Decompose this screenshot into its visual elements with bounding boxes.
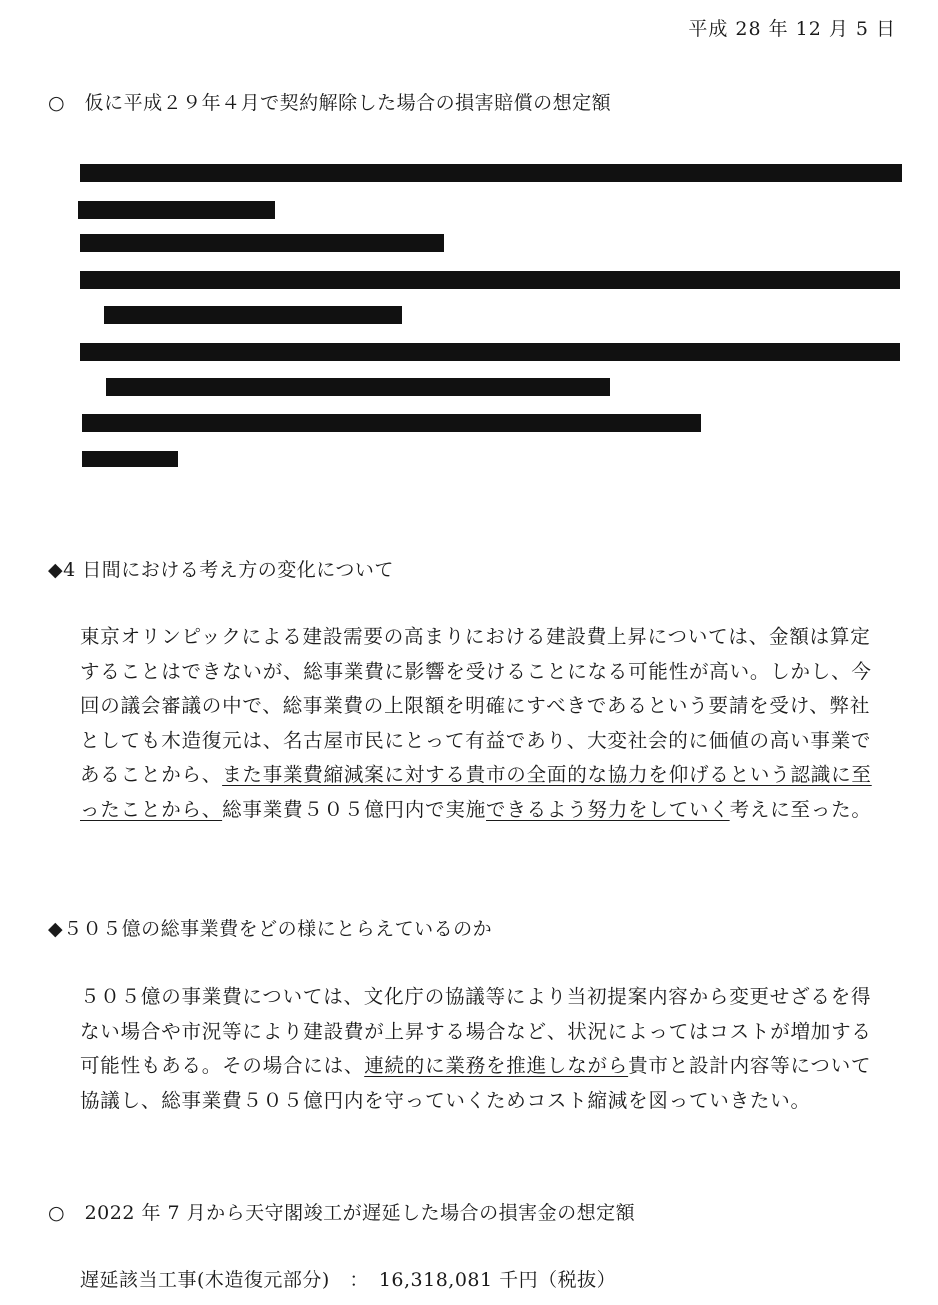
paragraph-total-cost [80, 980, 910, 1118]
text-run: 考えに至った。 [729, 797, 872, 821]
delay-damages-amount: 遅延該当工事(木造復元部分) ： 16,318,081 千円（税抜） [80, 1269, 617, 1291]
text-run: 総事業費５０５億円内で実施 [222, 797, 487, 821]
paragraph-line: ５０５億の事業費については、文化庁の協議等により当初提案内容から変更せざるを得 [80, 985, 872, 1008]
paragraph-line [80, 793, 910, 828]
paragraph-line: 回の議会審議の中で、総事業費の上限額を明確にすべきであるという要請を受け、弊社 [80, 694, 871, 717]
redaction-bar [80, 271, 900, 289]
document-date: 平成 28 年 12 月 5 日 [688, 18, 896, 40]
underlined-text: 連続的に業務を推進しながら [364, 1054, 629, 1077]
underlined-text: また事業費縮減案に対する貴市の全面的な協力を仰げるという認識に至 [222, 763, 872, 786]
redaction-bar [80, 164, 902, 182]
paragraph-line: 協議し、総事業費５０５億円内を守っていくためコスト縮減を図っていきたい。 [80, 1088, 811, 1112]
underlined-text: ったことから、 [80, 797, 223, 821]
redaction-bar [82, 451, 178, 467]
redaction-bar [78, 201, 275, 219]
section-heading-change-in-thinking: ◆4 日間における考え方の変化について [48, 559, 394, 581]
paragraph-line: 東京オリンピックによる建設需要の高まりにおける建設費上昇については、金額は算定 [80, 625, 871, 648]
redaction-bar [106, 378, 610, 396]
paragraph-line [80, 1049, 910, 1084]
text-run: 貴市と設計内容等について [628, 1054, 872, 1077]
paragraph-line: することはできないが、総事業費に影響を受けることになる可能性が高い。しかし、今 [80, 659, 872, 683]
paragraph-change-in-thinking [80, 620, 910, 827]
section-heading-delay-damages: ○ 2022 年 7 月から天守閣竣工が遅延した場合の損害金の想定額 [48, 1202, 636, 1224]
redaction-bar [80, 343, 900, 361]
paragraph-line: ない場合や市況等により建設費が上昇する場合など、状況によってはコストが増加する [80, 1019, 872, 1043]
redaction-bar [82, 414, 701, 432]
paragraph-line [80, 758, 910, 793]
text-run: あることから、 [80, 763, 223, 786]
section-heading-contract-termination: ○ 仮に平成２９年４月で契約解除した場合の損害賠償の想定額 [48, 92, 612, 114]
underlined-text: できるよう努力をしていく [486, 797, 730, 821]
section-heading-total-cost: ◆５０５億の総事業費をどの様にとらえているのか [48, 918, 493, 940]
text-run: 可能性もある。その場合には、 [80, 1054, 365, 1077]
redaction-bar [80, 234, 444, 252]
paragraph-line: としても木造復元は、名古屋市民にとって有益であり、大変社会的に価値の高い事業で [80, 728, 872, 752]
redaction-bar [104, 306, 402, 324]
